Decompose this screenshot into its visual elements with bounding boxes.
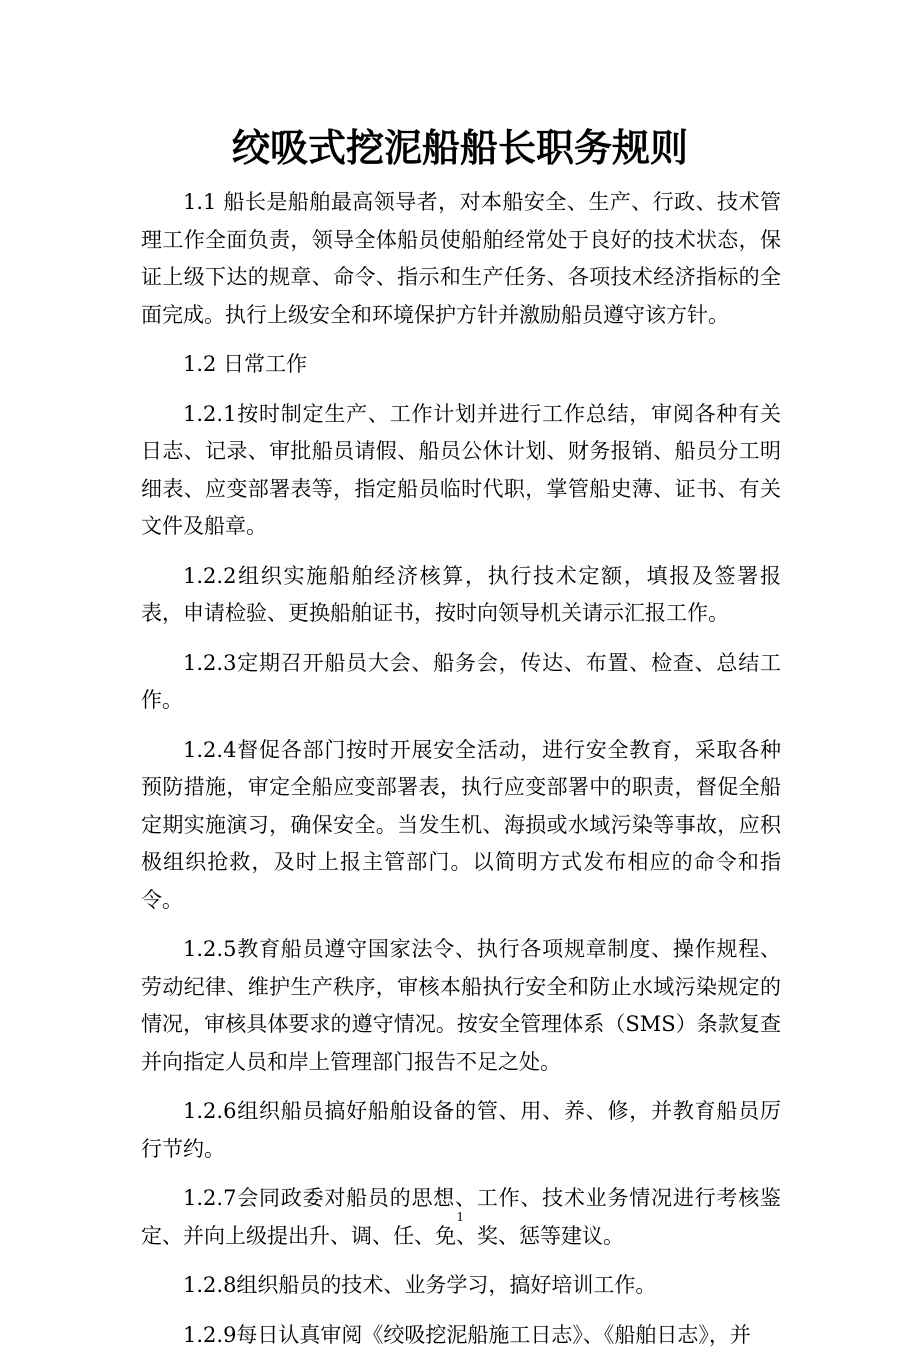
paragraph-1-2-1: 1.2.1按时制定生产、工作计划并进行工作总结，审阅各种有关日志、记录、审批船员请假、船员公休计划、财务报销、船员分工明细表、应变部署表等，指定船员临时代职，掌管船史薄、证书、有关文件及船章。: [141, 401, 781, 538]
paragraph-1-2-9: 1.2.9每日认真审阅《绞吸挖泥船施工日志》、《船舶日志》，并: [183, 1322, 751, 1347]
document-title: 绞吸式挖泥船船长职务规则: [231, 125, 688, 170]
paragraph-1-2-8: 1.2.8组织船员的技术、业务学习，搞好培训工作。: [183, 1273, 657, 1297]
page-number: 1: [456, 1210, 464, 1225]
paragraph-1-2-4: 1.2.4督促各部门按时开展安全活动，进行安全教育，采取各种预防措施，审定全船应变部署表，执行应变部署中的职责，督促全船定期实施演习，确保安全。当发生机、海损或水域污染等事故，应积极组织抢救，及时上报主管部门。以简明方式发布相应的命令和指令。: [141, 737, 781, 912]
paragraph-1-1: 1.1 船长是船舶最高领导者，对本船安全、生产、行政、技术管理工作全面负责，领导全体船员使船舶经常处于良好的技术状态，保证上级下达的规章、命令、指示和生产任务、各项技术经济指标的全面完成。执行上级安全和环境保护方针并激励船员遵守该方针。: [141, 190, 781, 327]
paragraph-1-2-7: 1.2.7会同政委对船员的思想、工作、技术业务情况进行考核鉴定、并向上级提出升、调、任、免、奖、惩等建议。: [141, 1186, 781, 1248]
paragraph-1-2: 1.2 日常工作: [183, 352, 308, 376]
paragraph-1-2-2: 1.2.2组织实施船舶经济核算，执行技术定额，填报及签署报表，申请检验、更换船舶证书，按时向领导机关请示汇报工作。: [141, 563, 781, 625]
document-body: [141, 184, 781, 1366]
paragraph-1-2-3: 1.2.3定期召开船员大会、船务会，传达、布置、检查、总结工作。: [141, 650, 781, 712]
paragraph-1-2-5: 1.2.5教育船员遵守国家法令、执行各项规章制度、操作规程、劳动纪律、维护生产秩序，审核本船执行安全和防止水域污染规定的情况，审核具体要求的遵守情况。按安全管理体系（SMS）条款复查并向指定人员和岸上管理部门报告不足之处。: [141, 937, 781, 1074]
paragraph-1-2-6: 1.2.6组织船员搞好船舶设备的管、用、养、修，并教育船员厉行节约。: [141, 1099, 781, 1161]
